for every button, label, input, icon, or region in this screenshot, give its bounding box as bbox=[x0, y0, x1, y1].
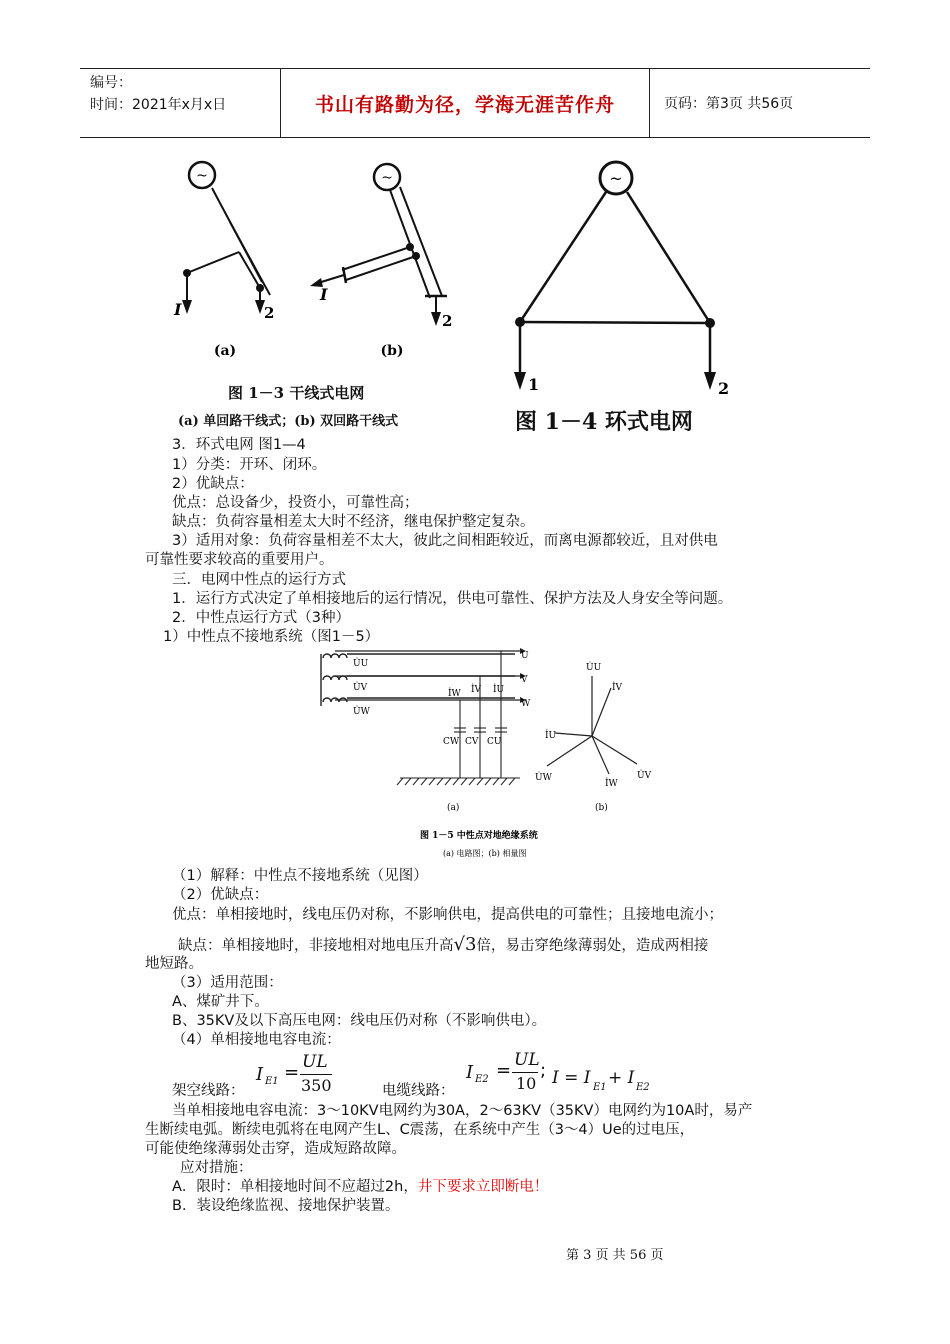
line-1: 3．环式电网 图1—4 bbox=[172, 437, 306, 453]
figure-1-5 bbox=[315, 648, 685, 868]
label-UU: U̇U bbox=[353, 659, 369, 669]
phasor-IW: İW bbox=[605, 779, 618, 789]
label-2-b: 2 bbox=[442, 312, 453, 330]
source-symbol-b: ~ bbox=[381, 170, 393, 186]
phasor-UU: U̇U bbox=[586, 663, 602, 673]
header-meta bbox=[80, 69, 281, 137]
line-13: （2）优缺点： bbox=[172, 887, 269, 903]
date-label: 时间：2021年x月x日 bbox=[90, 97, 227, 113]
cable-label: 电缆线路： bbox=[382, 1083, 455, 1099]
line-6: 3）适用对象：负荷容量相差不太大，彼此之间相距较近，而离电源都较近，且对供电 bbox=[172, 533, 718, 549]
line-24: 应对措施： bbox=[180, 1160, 253, 1176]
phasor-IV: İV bbox=[612, 683, 623, 693]
line-14: 优点：单相接地时，线电压仍对称，不影响供电，提高供电的可靠性；且接地电流小； bbox=[172, 907, 723, 923]
source-symbol: ~ bbox=[609, 169, 623, 188]
line-7: 可靠性要求较高的重要用户。 bbox=[145, 552, 334, 568]
header-motto-cell bbox=[281, 69, 650, 137]
phasor-UV: U̇V bbox=[637, 771, 652, 781]
formula-cable: I E2 = UL 10 ; I = I E1 + I E2 bbox=[466, 1050, 650, 1093]
formula-overhead: I E1 = UL 350 bbox=[256, 1052, 332, 1095]
label-CV: CV bbox=[465, 737, 479, 747]
label-W: W bbox=[521, 699, 531, 709]
line-11: 1）中性点不接地系统（图1－5） bbox=[163, 629, 380, 645]
fig13-caption: 图 1－3 干线式电网 bbox=[228, 384, 365, 402]
source-symbol-a: ~ bbox=[196, 168, 208, 184]
line-2: 1）分类：开环、闭环。 bbox=[172, 457, 327, 473]
line-21: 当单相接地电容电流：3～10KV电网约为30A，2～63KV（35KV）电网约为10A时，易产 bbox=[172, 1103, 753, 1119]
line-16: 地短路。 bbox=[145, 956, 203, 972]
label-U: U bbox=[521, 651, 529, 661]
line-12: （1）解释：中性点不接地系统（见图） bbox=[172, 868, 428, 884]
line-5: 缺点：负荷容量相差太大时不经济，继电保护整定复杂。 bbox=[172, 514, 535, 530]
fig15-subcaption: (a) 电路图；(b) 相量图 bbox=[443, 849, 527, 858]
phasor-UW: U̇W bbox=[535, 773, 552, 783]
fig15-label-a: (a) bbox=[447, 803, 460, 813]
label-CU: CU bbox=[487, 737, 502, 747]
label-I-b: I bbox=[320, 285, 328, 304]
figure-1-4 bbox=[500, 150, 740, 405]
line-10: 2．中性点运行方式（3种） bbox=[172, 610, 350, 626]
label-V: V bbox=[521, 675, 528, 685]
fig15-label-b: (b) bbox=[595, 803, 608, 813]
label-UV: U̇V bbox=[353, 683, 368, 693]
label-IV: İV bbox=[471, 685, 482, 695]
footer-page: 第 3 页 共 56 页 bbox=[566, 1248, 664, 1263]
line-23: 可能使绝缘薄弱处击穿，造成短路故障。 bbox=[145, 1141, 406, 1157]
sqrt-3: √3 bbox=[453, 934, 477, 955]
line-4: 优点：总设备少，投资小，可靠性高； bbox=[172, 495, 419, 511]
line-8: 三．电网中性点的运行方式 bbox=[172, 572, 346, 588]
red-warning: 井下要求立即断电！ bbox=[417, 1179, 549, 1195]
phasor-IU: İU bbox=[545, 731, 557, 741]
line-3: 2）优缺点： bbox=[172, 476, 254, 492]
line-22: 生断续电弧。断续电弧将在电网产生L、C震荡，在系统中产生（3～4）Ue的过电压， bbox=[145, 1122, 695, 1138]
label-UW: U̇W bbox=[353, 707, 370, 717]
fig15-caption: 图 1－5 中性点对地绝缘系统 bbox=[420, 831, 538, 841]
line-19: B、35KV及以下高压电网：线电压仍对称（不影响供电）。 bbox=[172, 1013, 547, 1029]
label-b: (b) bbox=[380, 343, 404, 359]
label-2: 2 bbox=[718, 379, 730, 398]
line-17: （3）适用范围： bbox=[172, 975, 283, 991]
page-label: 页码：第3页 共56页 bbox=[664, 96, 794, 112]
code-label: 编号： bbox=[90, 75, 132, 91]
overhead-label: 架空线路： bbox=[172, 1083, 245, 1099]
line-18: A、煤矿井下。 bbox=[172, 994, 269, 1010]
fig13-subcaption: (a) 单回路干线式；(b) 双回路干线式 bbox=[178, 414, 399, 429]
page-header bbox=[80, 68, 870, 138]
line-25: A．限时：单相接地时间不应超过2h，井下要求立即断电！ bbox=[172, 1179, 549, 1195]
label-1: 1 bbox=[528, 375, 540, 394]
label-IW: İW bbox=[448, 689, 461, 699]
header-page-cell bbox=[650, 69, 870, 137]
line-20: （4）单相接地电容电流： bbox=[172, 1032, 341, 1048]
label-CW: CW bbox=[443, 737, 460, 747]
label-2-a: 2 bbox=[264, 304, 275, 322]
label-IU: İU bbox=[493, 685, 505, 695]
fig14-caption: 图 1－4 环式电网 bbox=[515, 409, 693, 435]
line-15: 缺点：单相接地时，非接地相对地电压升高√3倍，易击穿绝缘薄弱处，造成两相接 bbox=[178, 934, 709, 955]
label-I-a: I bbox=[174, 300, 182, 319]
line-26: B．装设绝缘监视、接地保护装置。 bbox=[172, 1198, 400, 1214]
line-9: 1．运行方式决定了单相接地后的运行情况，供电可靠性、保护方法及人身安全等问题。 bbox=[172, 591, 733, 607]
motto: 书山有路勤为径，学海无涯苦作舟 bbox=[314, 93, 615, 116]
label-a: (a) bbox=[213, 343, 237, 359]
